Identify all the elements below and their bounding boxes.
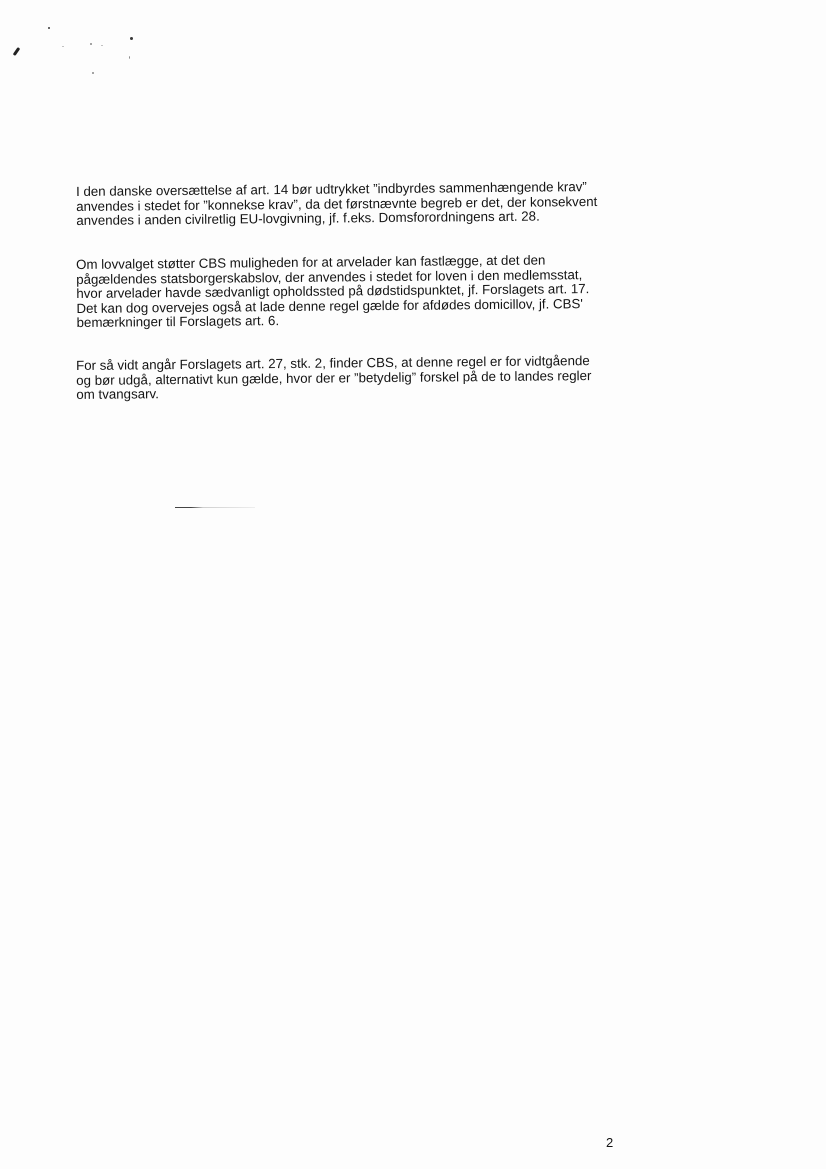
scan-speck bbox=[62, 46, 64, 47]
paragraph-text bbox=[76, 253, 637, 331]
scan-speck bbox=[101, 45, 103, 46]
paragraph-line: pågældendes statsborgerskabslov, der anvendes i stedet for loven i den medlemsstat, bbox=[76, 266, 583, 287]
paragraph-line: Det kan dog overvejes også at lade denne regel gælde for afdødes domicillov, jf. CBS' bbox=[76, 295, 583, 316]
paragraph-choice-of-law bbox=[76, 253, 637, 331]
paragraph-text bbox=[76, 354, 636, 403]
paragraph-line: om tvangsarv. bbox=[76, 386, 159, 403]
paragraph-line: Om lovvalget støtter CBS muligheden for at arvelader kan fastlægge, at det den bbox=[75, 252, 546, 272]
scan-artifact-mark bbox=[13, 47, 21, 56]
paragraph-line: anvendes i stedet for ”konnekse krav”, da det førstnævnte begreb er det, der konsekvent bbox=[76, 193, 598, 214]
paragraph-line: bemærkninger til Forslagets art. 6. bbox=[76, 313, 280, 331]
paragraph-line: hvor arvelader havde sædvanligt opholdssted på dødstidspunktet, jf. Forslagets art. 17. bbox=[76, 281, 590, 302]
scan-speck bbox=[92, 72, 94, 74]
paragraph-text bbox=[76, 180, 636, 229]
paragraph-line: og bør udgå, alternativt kun gælde, hvor der er ”betydelig” forskel på de to landes regler bbox=[76, 367, 592, 388]
page-number: 2 bbox=[606, 1135, 614, 1150]
paragraph-line: For så vidt angår Forslagets art. 27, stk. 2, finder CBS, at denne regel er for vidtgående bbox=[75, 353, 590, 373]
paragraph-article-27 bbox=[76, 354, 636, 403]
paragraph-line: anvendes i anden civilretlig EU-lovgivning, jf. f.eks. Domsforordningens art. 28. bbox=[76, 208, 540, 229]
scan-speck bbox=[130, 37, 133, 40]
scan-speck bbox=[48, 27, 50, 29]
scan-speck bbox=[90, 43, 92, 45]
paragraph-line: I den danske oversættelse af art. 14 bør udtrykket ”indbyrdes sammenhængende krav” bbox=[75, 179, 587, 199]
paragraph-translation bbox=[76, 180, 636, 229]
scan-artifact-line bbox=[175, 507, 255, 508]
scan-speck bbox=[129, 56, 130, 59]
